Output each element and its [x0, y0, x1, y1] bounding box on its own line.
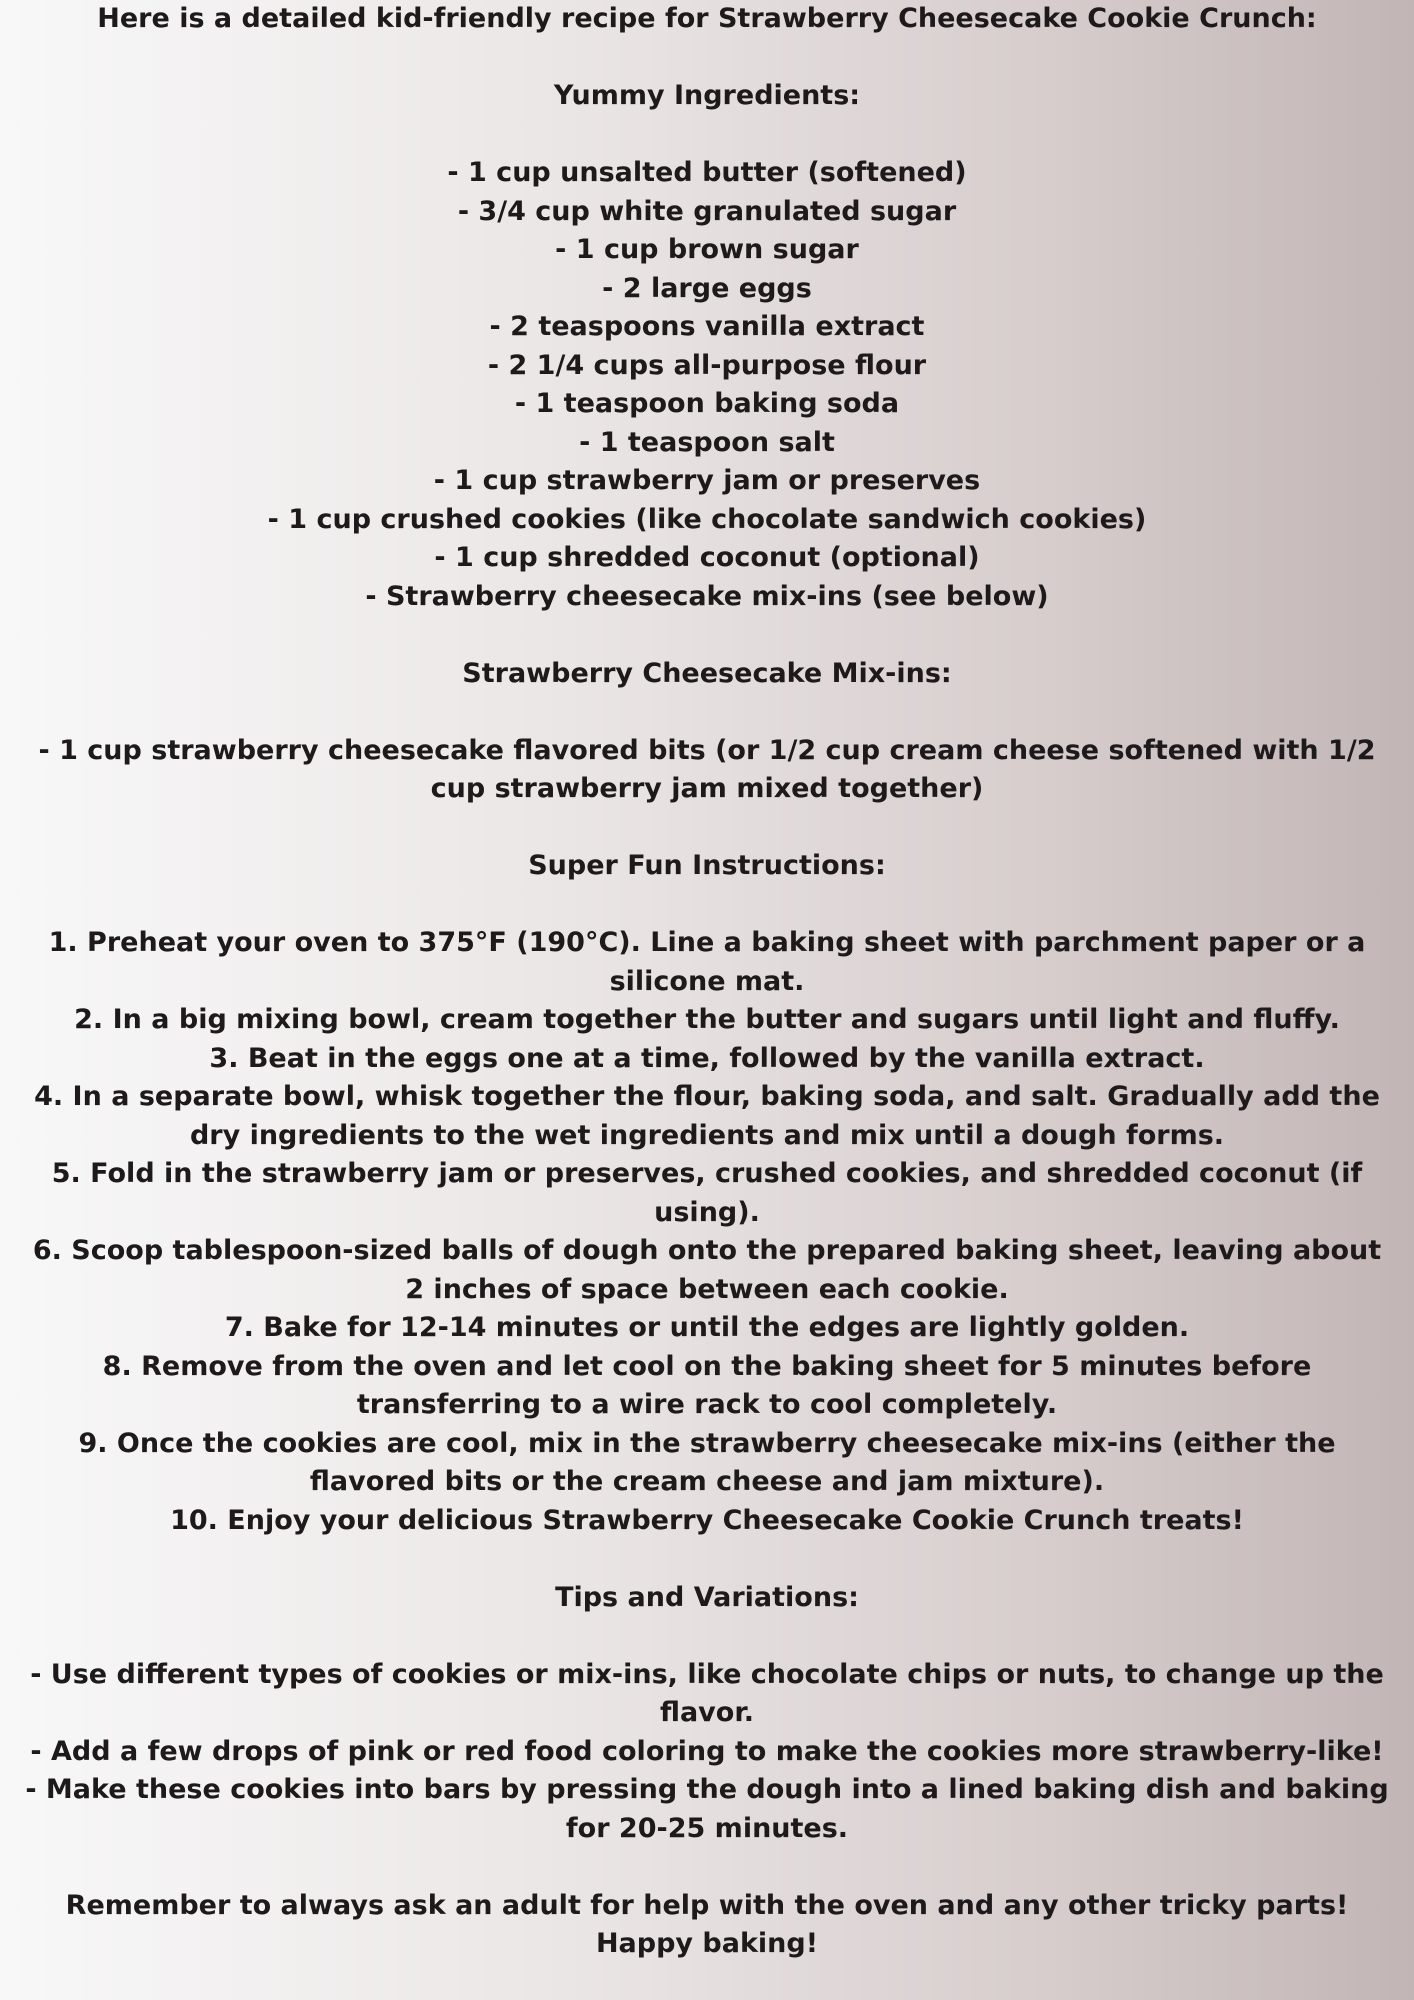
ingredient-item: - 1 cup brown sugar	[555, 234, 859, 265]
instruction-step: 8. Remove from the oven and let cool on the baking sheet for 5 minutes before transferring to a wire rack to cool completely.	[102, 1350, 1312, 1420]
ingredient-item: - 1 cup crushed cookies (like chocolate sandwich cookies)	[267, 503, 1147, 535]
instruction-step: 10. Enjoy your delicious Strawberry Cheesecake Cookie Crunch treats!	[170, 1504, 1244, 1536]
ingredient-item: - 2 teaspoons vanilla extract	[489, 311, 925, 342]
ingredient-item: - 2 large eggs	[602, 272, 812, 304]
ingredient-item: - 1 cup shredded coconut (optional)	[434, 542, 980, 573]
spacer	[20, 1617, 1394, 1656]
instruction-step: 9. Once the cookies are cool, mix in the strawberry cheesecake mix-ins (either the flavored bits or the cream cheese and jam mixture).	[78, 1427, 1336, 1497]
instruction-step: 7. Bake for 12-14 minutes or until the edges are lightly golden.	[224, 1312, 1190, 1343]
instructions-heading: Super Fun Instructions:	[528, 850, 886, 881]
ingredient-item: - Strawberry cheesecake mix-ins (see below)	[365, 580, 1049, 612]
ingredient-item: - 1 teaspoon salt	[579, 426, 835, 458]
ingredient-item: - 3/4 cup white granulated sugar	[457, 195, 957, 227]
mixin-item: - 1 cup strawberry cheesecake flavored bits (or 1/2 cup cream cheese softened with 1/2 cup strawberry jam mixed together)	[38, 734, 1376, 804]
instruction-step: 1. Preheat your oven to 375°F (190°C). Line a baking sheet with parchment paper or a silicone mat.	[48, 927, 1366, 997]
ingredient-item: - 2 1/4 cups all-purpose flour	[487, 349, 927, 381]
intro-text: Here is a detailed kid-friendly recipe for Strawberry Cheesecake Cookie Crunch:	[97, 3, 1317, 34]
instruction-step: 3. Beat in the eggs one at a time, followed by the vanilla extract.	[209, 1042, 1205, 1074]
tips-heading: Tips and Variations:	[555, 1581, 859, 1613]
instruction-step: 2. In a big mixing bowl, cream together the butter and sugars until light and fluffy.	[74, 1004, 1340, 1035]
closing-text: Remember to always ask an adult for help with the oven and any other tricky parts! Happy baking!	[65, 1889, 1349, 1959]
tip-item: - Make these cookies into bars by pressing the dough into a lined baking dish and baking for 20-25 minutes.	[25, 1774, 1389, 1844]
ingredient-item: - 1 teaspoon baking soda	[514, 388, 900, 419]
spacer	[20, 1540, 1394, 1579]
recipe-document	[20, 0, 1394, 1964]
tip-item: - Use different types of cookies or mix-ins, like chocolate chips or nuts, to change up the flavor.	[30, 1658, 1384, 1728]
mixins-heading: Strawberry Cheesecake Mix-ins:	[462, 657, 952, 689]
instruction-step: 5. Fold in the strawberry jam or preserves, crushed cookies, and shredded coconut (if using).	[51, 1158, 1363, 1228]
instruction-step: 4. In a separate bowl, whisk together the flour, baking soda, and salt. Gradually add the dry ingredients to the wet ingredients and mix until a dough forms.	[34, 1081, 1380, 1151]
instruction-step: 6. Scoop tablespoon-sized balls of dough onto the prepared baking sheet, leaving about 2 inches of space between each cookie.	[32, 1235, 1382, 1305]
spacer	[20, 809, 1394, 848]
tip-item: - Add a few drops of pink or red food coloring to make the cookies more strawberry-like!	[30, 1735, 1384, 1767]
spacer	[20, 39, 1394, 78]
ingredient-item: - 1 cup strawberry jam or preserves	[433, 465, 981, 496]
spacer	[20, 616, 1394, 655]
ingredients-heading: Yummy Ingredients:	[553, 80, 861, 111]
spacer	[20, 693, 1394, 732]
spacer	[20, 886, 1394, 925]
spacer	[20, 116, 1394, 155]
ingredient-item: - 1 cup unsalted butter (softened)	[447, 157, 967, 188]
spacer	[20, 1848, 1394, 1887]
